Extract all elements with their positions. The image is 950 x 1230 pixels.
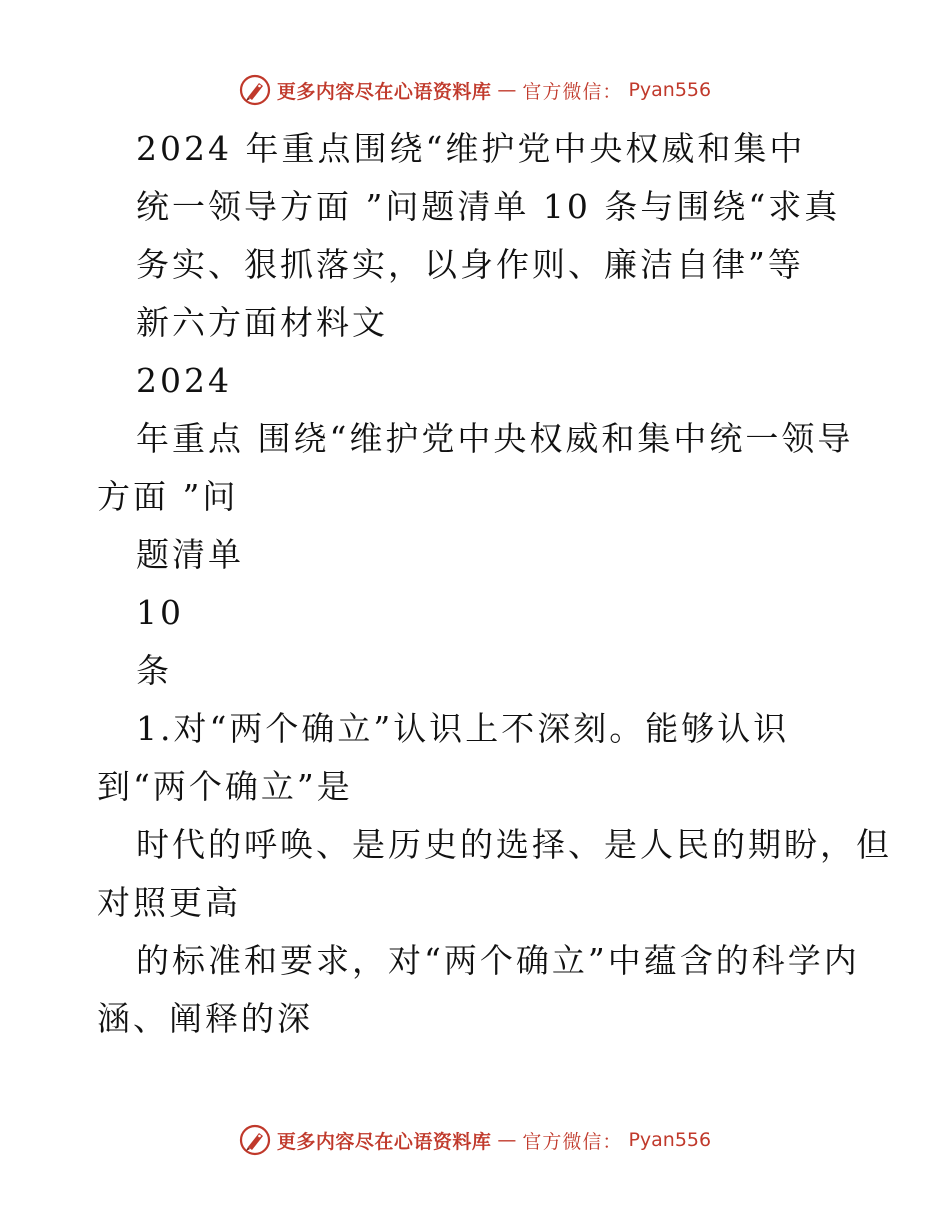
text-line: 涵、阐释的深 xyxy=(97,999,313,1038)
text-line: 对照更高 xyxy=(97,883,241,922)
text-line: 2024 xyxy=(136,361,232,400)
header-wechat-label: 官方微信： xyxy=(522,80,623,103)
text-line: 2024 年重点围绕“维护党中央权威和集中 xyxy=(136,129,806,168)
footer-separator: — xyxy=(497,1129,517,1151)
header-banner xyxy=(0,70,950,110)
text-line: 年重点 围绕“维护党中央权威和集中统一领导 xyxy=(136,419,854,458)
header-site-text: 更多内容尽在心语资料库 xyxy=(276,80,492,103)
text-line: 的标准和要求，对“两个确立”中蕴含的科学内 xyxy=(136,941,860,980)
text-line: 1.对“两个确立”认识上不深刻。能够认识 xyxy=(136,709,790,748)
pen-logo-icon xyxy=(239,1124,271,1156)
text-line: 题清单 xyxy=(136,535,244,574)
pen-logo-icon xyxy=(239,74,271,106)
text-line: 到“两个确立”是 xyxy=(97,767,353,806)
header-banner-inner xyxy=(239,74,711,106)
footer-banner-inner xyxy=(239,1124,711,1156)
footer-site-text: 更多内容尽在心语资料库 xyxy=(276,1130,492,1153)
text-line: 新六方面材料文 xyxy=(136,303,388,342)
text-line: 10 xyxy=(136,593,184,632)
text-line: 条 xyxy=(136,651,172,690)
text-line: 统一领导方面 ”问题清单 10 条与围绕“求真 xyxy=(136,187,841,226)
header-wechat-id: Pyan556 xyxy=(628,79,712,101)
text-line: 时代的呼唤、是历史的选择、是人民的期盼，但 xyxy=(136,825,892,864)
footer-wechat-label: 官方微信： xyxy=(522,1130,623,1153)
text-line: 方面 ”问 xyxy=(97,477,239,516)
text-line: 务实、狠抓落实，以身作则、廉洁自律”等 xyxy=(136,245,804,284)
footer-wechat-id: Pyan556 xyxy=(628,1129,712,1151)
footer-banner xyxy=(0,1120,950,1160)
header-separator: — xyxy=(497,79,517,101)
